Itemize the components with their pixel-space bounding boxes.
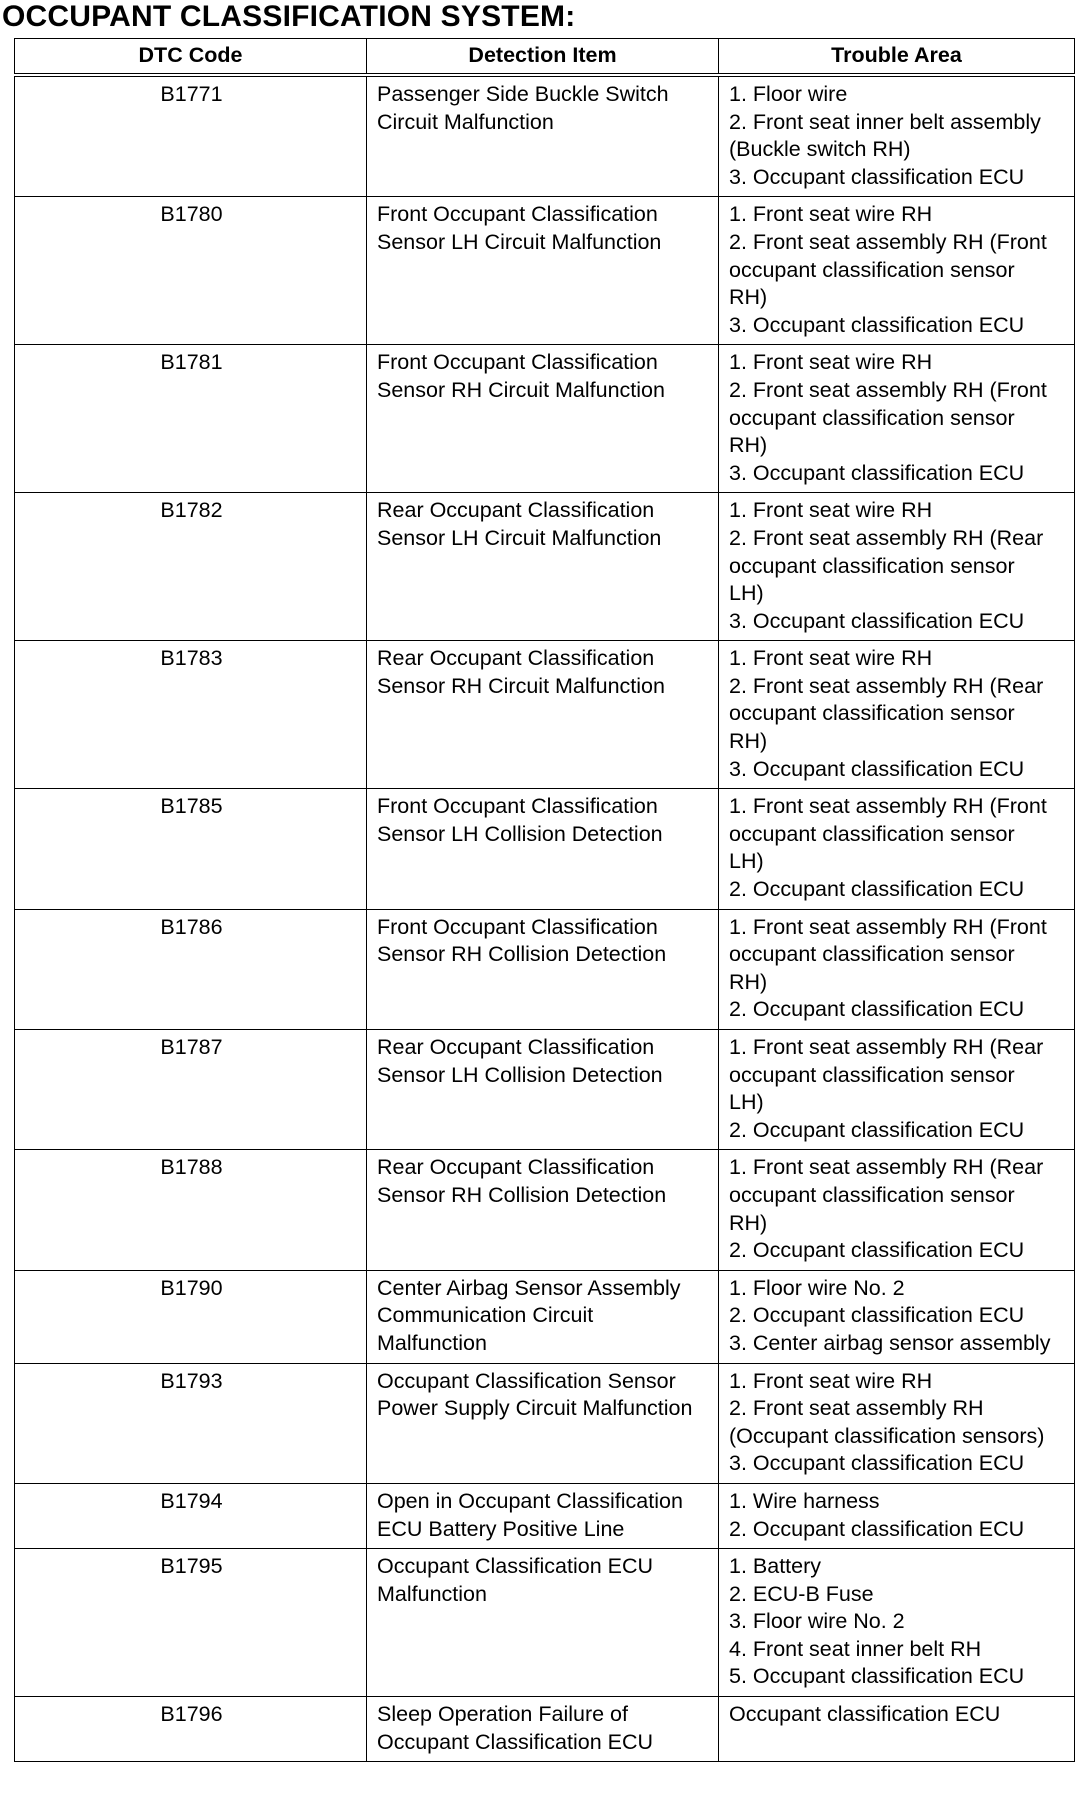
trouble-area-line: 1. Front seat assembly RH (Rear [729, 1155, 1044, 1180]
trouble-area-line: Occupant classification ECU [729, 1702, 1001, 1727]
detection-item-line: Sensor RH Collision Detection [377, 942, 667, 967]
trouble-area-line: 2. Occupant classification ECU [729, 1303, 1025, 1328]
table-row [15, 1150, 1075, 1270]
detection-item-line: Sensor RH Collision Detection [377, 1182, 667, 1207]
trouble-area-line: occupant classification sensor [729, 257, 1015, 282]
trouble-area-line: (Occupant classification sensors) [729, 1423, 1045, 1448]
detection-item-line: Rear Occupant Classification [377, 1155, 655, 1180]
trouble-area-line: RH) [729, 1210, 768, 1235]
dtc-code-cell [15, 1270, 367, 1363]
table-row [15, 909, 1075, 1029]
trouble-area-line: 1. Front seat wire RH [729, 1368, 933, 1393]
header-detection-item: Detection Item [367, 39, 719, 76]
header-trouble-area: Trouble Area [719, 39, 1075, 76]
dtc-code: B1787 [160, 1035, 223, 1059]
detection-item-line: Sensor RH Circuit Malfunction [377, 673, 665, 698]
trouble-area-line: 3. Occupant classification ECU [729, 460, 1025, 485]
dtc-code: B1796 [160, 1702, 223, 1727]
detection-item-line: Communication Circuit [377, 1303, 594, 1328]
table-row [15, 1483, 1075, 1548]
trouble-area-line: LH) [729, 849, 764, 874]
dtc-code-cell [15, 345, 367, 493]
page-title: OCCUPANT CLASSIFICATION SYSTEM: [2, 0, 576, 33]
trouble-area-line: 1. Front seat wire RH [729, 646, 933, 671]
trouble-area-line: 2. Front seat assembly RH (Rear [729, 525, 1044, 550]
detection-item-cell [367, 1150, 719, 1270]
detection-item-line: Front Occupant Classification [377, 914, 658, 939]
trouble-area-line: 1. Front seat assembly RH (Front [729, 914, 1047, 939]
trouble-area-line: 1. Front seat wire RH [729, 350, 933, 375]
dtc-code-cell [15, 1150, 367, 1270]
detection-item-line: Occupant Classification ECU [377, 1554, 654, 1579]
dtc-code: B1782 [160, 498, 223, 523]
trouble-area-line: occupant classification sensor [729, 821, 1015, 846]
dtc-code: B1771 [160, 82, 223, 106]
trouble-area-line: LH) [729, 581, 764, 606]
detection-item-cell [367, 641, 719, 789]
trouble-area-line: 4. Front seat inner belt RH [729, 1636, 982, 1661]
detection-item-line: Passenger Side Buckle Switch [377, 82, 669, 106]
dtc-code: B1781 [160, 350, 223, 375]
trouble-area-line: RH) [729, 729, 768, 754]
detection-item-line: Sensor LH Circuit Malfunction [377, 229, 662, 254]
header-row [15, 39, 1075, 76]
trouble-area-line: 1. Front seat wire RH [729, 498, 933, 523]
trouble-area-line: 2. Occupant classification ECU [729, 997, 1025, 1022]
trouble-area-cell [719, 75, 1075, 197]
trouble-area-line: 1. Front seat assembly RH (Rear [729, 1035, 1044, 1059]
detection-item-line: Center Airbag Sensor Assembly [377, 1275, 681, 1300]
table-body [15, 75, 1075, 1762]
dtc-code-cell [15, 1030, 367, 1150]
table-row [15, 1363, 1075, 1483]
detection-item-cell [367, 1363, 719, 1483]
detection-item-cell [367, 1030, 719, 1150]
dtc-code: B1786 [160, 914, 223, 939]
trouble-area-line: 2. Front seat assembly RH [729, 1396, 984, 1421]
detection-item-cell [367, 345, 719, 493]
detection-item-line: Malfunction [377, 1330, 487, 1355]
dtc-code-cell [15, 909, 367, 1029]
dtc-code-cell [15, 789, 367, 909]
detection-item-line: ECU Battery Positive Line [377, 1516, 625, 1541]
trouble-area-line: occupant classification sensor [729, 1182, 1015, 1207]
trouble-area-line: 3. Occupant classification ECU [729, 756, 1025, 781]
trouble-area-line: 2. Front seat inner belt assembly [729, 109, 1041, 134]
trouble-area-cell [719, 641, 1075, 789]
trouble-area-cell [719, 1483, 1075, 1548]
trouble-area-line: 3. Occupant classification ECU [729, 164, 1025, 189]
table-header [15, 39, 1075, 76]
trouble-area-cell [719, 1697, 1075, 1762]
detection-item-line: Rear Occupant Classification [377, 498, 655, 523]
detection-item-line: Occupant Classification ECU [377, 1729, 654, 1754]
trouble-area-cell [719, 1030, 1075, 1150]
detection-item-line: Circuit Malfunction [377, 109, 554, 134]
trouble-area-cell [719, 789, 1075, 909]
trouble-area-line: 2. Front seat assembly RH (Rear [729, 673, 1044, 698]
table-row [15, 493, 1075, 641]
dtc-code: B1783 [160, 646, 223, 671]
detection-item-cell [367, 1483, 719, 1548]
dtc-code: B1788 [160, 1155, 223, 1180]
dtc-code-cell [15, 1483, 367, 1548]
trouble-area-line: 2. Occupant classification ECU [729, 1238, 1025, 1263]
detection-item-line: Rear Occupant Classification [377, 1035, 655, 1059]
trouble-area-cell [719, 1549, 1075, 1697]
trouble-area-line: 3. Occupant classification ECU [729, 312, 1025, 337]
detection-item-line: Sensor RH Circuit Malfunction [377, 377, 665, 402]
table-row [15, 75, 1075, 197]
detection-item-line: Sensor LH Circuit Malfunction [377, 525, 662, 550]
detection-item-line: Malfunction [377, 1581, 487, 1606]
detection-item-cell [367, 75, 719, 197]
header-dtc-code: DTC Code [15, 39, 367, 76]
trouble-area-cell [719, 909, 1075, 1029]
dtc-code-cell [15, 197, 367, 345]
detection-item-cell [367, 1697, 719, 1762]
dtc-table [14, 38, 1075, 1762]
trouble-area-line: 2. Occupant classification ECU [729, 1516, 1025, 1541]
trouble-area-cell [719, 345, 1075, 493]
detection-item-line: Sensor LH Collision Detection [377, 821, 663, 846]
trouble-area-line: occupant classification sensor [729, 942, 1015, 967]
detection-item-line: Sensor LH Collision Detection [377, 1062, 663, 1087]
table-row [15, 641, 1075, 789]
dtc-code-cell [15, 1697, 367, 1762]
trouble-area-line: RH) [729, 433, 768, 458]
table-row [15, 1697, 1075, 1762]
detection-item-cell [367, 909, 719, 1029]
trouble-area-cell [719, 197, 1075, 345]
table-row [15, 345, 1075, 493]
table-row [15, 1030, 1075, 1150]
trouble-area-line: occupant classification sensor [729, 405, 1015, 430]
dtc-code: B1785 [160, 794, 223, 819]
trouble-area-cell [719, 1270, 1075, 1363]
dtc-code-cell [15, 1549, 367, 1697]
trouble-area-line: 1. Battery [729, 1554, 822, 1579]
dtc-code-cell [15, 641, 367, 789]
trouble-area-line: 3. Floor wire No. 2 [729, 1609, 905, 1634]
trouble-area-line: occupant classification sensor [729, 701, 1015, 726]
detection-item-line: Front Occupant Classification [377, 202, 658, 227]
table-row [15, 1549, 1075, 1697]
table-row [15, 789, 1075, 909]
detection-item-line: Sleep Operation Failure of [377, 1702, 628, 1727]
trouble-area-line: 3. Occupant classification ECU [729, 1451, 1025, 1476]
table-row [15, 197, 1075, 345]
dtc-code: B1794 [160, 1488, 223, 1513]
dtc-code-cell [15, 493, 367, 641]
trouble-area-line: RH) [729, 285, 768, 310]
dtc-code: B1780 [160, 202, 223, 227]
trouble-area-line: 3. Center airbag sensor assembly [729, 1330, 1051, 1355]
trouble-area-line: 2. Front seat assembly RH (Front [729, 377, 1047, 402]
trouble-area-line: 3. Occupant classification ECU [729, 608, 1025, 633]
detection-item-cell [367, 1549, 719, 1697]
trouble-area-line: 1. Front seat assembly RH (Front [729, 794, 1047, 819]
dtc-code-cell [15, 75, 367, 197]
dtc-code: B1793 [160, 1368, 223, 1393]
detection-item-line: Occupant Classification Sensor [377, 1368, 676, 1393]
trouble-area-cell [719, 493, 1075, 641]
detection-item-line: Front Occupant Classification [377, 794, 658, 819]
detection-item-line: Rear Occupant Classification [377, 646, 655, 671]
detection-item-cell [367, 789, 719, 909]
detection-item-cell [367, 493, 719, 641]
trouble-area-line: 2. Occupant classification ECU [729, 1117, 1025, 1142]
trouble-area-line: RH) [729, 969, 768, 994]
dtc-code: B1790 [160, 1275, 223, 1300]
detection-item-cell [367, 197, 719, 345]
trouble-area-line: 2. Front seat assembly RH (Front [729, 229, 1047, 254]
trouble-area-line: 2. Occupant classification ECU [729, 877, 1025, 902]
table-row [15, 1270, 1075, 1363]
trouble-area-line: 5. Occupant classification ECU [729, 1664, 1025, 1689]
dtc-code-cell [15, 1363, 367, 1483]
detection-item-line: Power Supply Circuit Malfunction [377, 1396, 693, 1421]
detection-item-cell [367, 1270, 719, 1363]
trouble-area-line: occupant classification sensor [729, 1062, 1015, 1087]
trouble-area-line: 1. Front seat wire RH [729, 202, 933, 227]
trouble-area-line: occupant classification sensor [729, 553, 1015, 578]
detection-item-line: Open in Occupant Classification [377, 1488, 683, 1513]
trouble-area-line: 2. ECU-B Fuse [729, 1581, 874, 1606]
trouble-area-cell [719, 1363, 1075, 1483]
trouble-area-line: 1. Floor wire [729, 82, 848, 106]
detection-item-line: Front Occupant Classification [377, 350, 658, 375]
trouble-area-line: 1. Floor wire No. 2 [729, 1275, 905, 1300]
trouble-area-line: (Buckle switch RH) [729, 137, 911, 162]
trouble-area-line: LH) [729, 1090, 764, 1115]
trouble-area-line: 1. Wire harness [729, 1488, 880, 1513]
trouble-area-cell [719, 1150, 1075, 1270]
dtc-code: B1795 [160, 1554, 223, 1579]
